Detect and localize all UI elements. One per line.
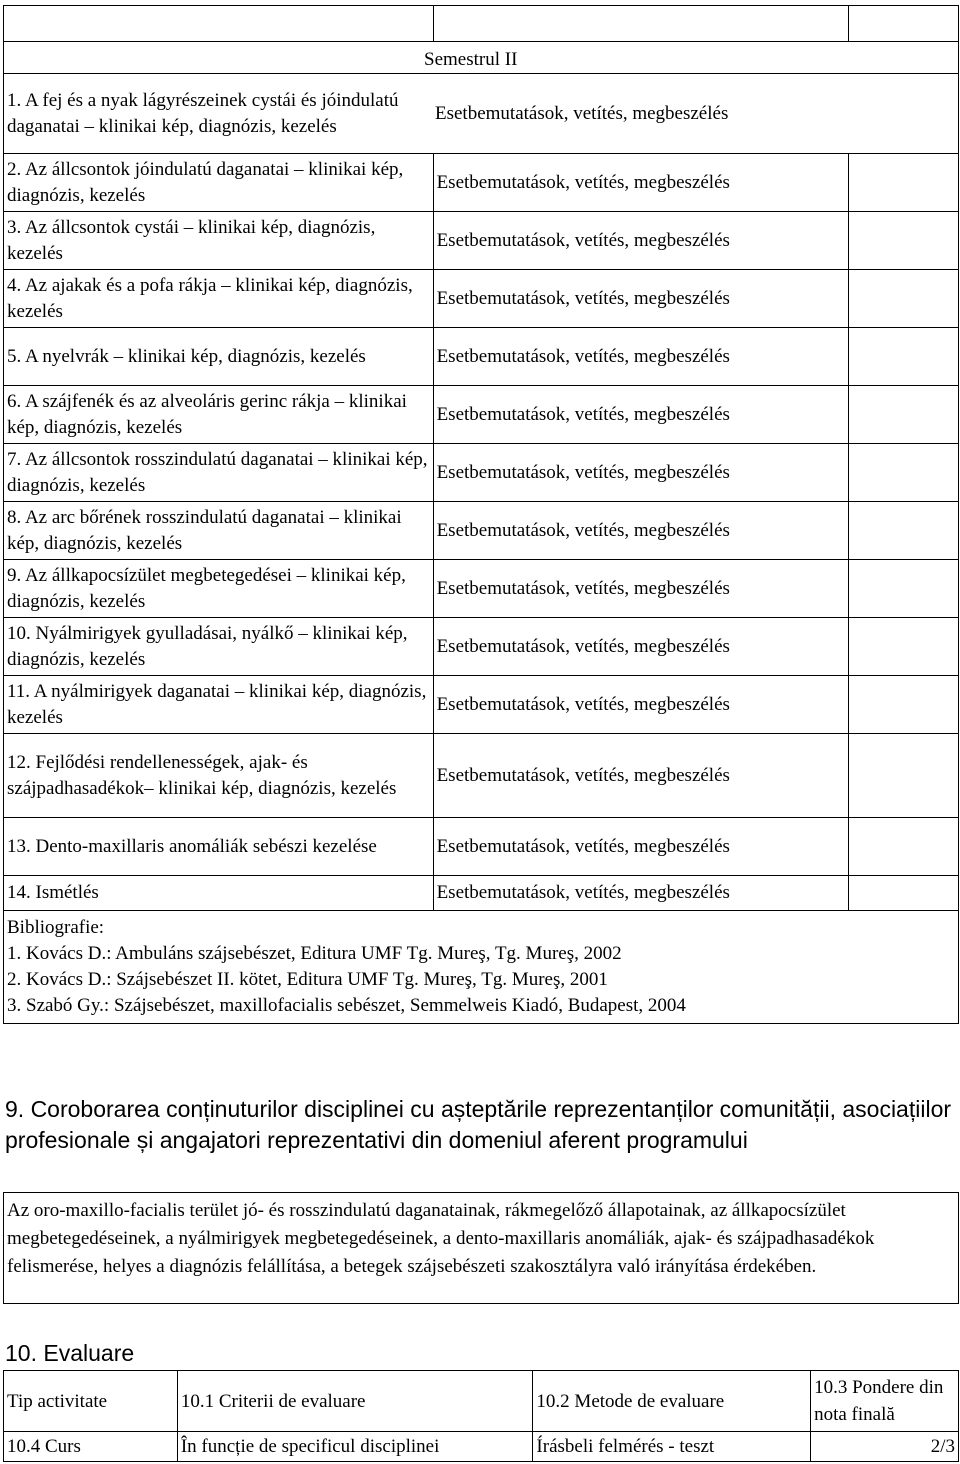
empty-cell <box>849 386 959 444</box>
table-row <box>4 560 959 618</box>
topic-cell: 9. Az állkapocsízület megbetegedései – klinikai kép, diagnózis, kezelés <box>4 560 434 618</box>
bibliography-item: 3. Szabó Gy.: Szájsebészet, maxillofacialis sebészet, Semmelweis Kiadó, Budapest, 2004 <box>7 995 686 1016</box>
method-cell: Esetbemutatások, vetítés, megbeszélés <box>433 270 849 328</box>
method-cell: Esetbemutatások, vetítés, megbeszélés <box>433 618 849 676</box>
empty-header-row <box>4 6 959 42</box>
header-cell: 10.1 Criterii de evaluare <box>177 1371 533 1432</box>
table-row <box>4 618 959 676</box>
empty-cell <box>849 6 959 42</box>
semester-topics-table <box>3 5 959 1024</box>
topic-cell: 12. Fejlődési rendellenességek, ajak- és szájpadhasadékok– klinikai kép, diagnózis, kezelés <box>4 734 434 818</box>
section-10-title: 10. Evaluare <box>5 1340 135 1366</box>
method-text: Esetbemutatások, vetítés, megbeszélés <box>435 102 729 124</box>
table-row <box>4 444 959 502</box>
method-cell: Esetbemutatások, vetítés, megbeszélés <box>433 502 849 560</box>
empty-cell <box>849 154 959 212</box>
empty-cell <box>4 6 434 42</box>
topic-cell: 6. A szájfenék és az alveoláris gerinc rákja – klinikai kép, diagnózis, kezelés <box>4 386 434 444</box>
table-row <box>4 676 959 734</box>
empty-cell <box>849 328 959 386</box>
data-cell: 2/3 <box>811 1432 959 1462</box>
table-row <box>4 74 959 154</box>
empty-cell <box>849 212 959 270</box>
method-cell: Esetbemutatások, vetítés, megbeszélés <box>433 212 849 270</box>
section-9-title: 9. Coroborarea conținuturilor disciplinei cu așteptările reprezentanților comunității, asociațiilor profesionale și angajatori reprezentativi din domeniul aferent programului <box>5 1096 952 1153</box>
topic-cell: 14. Ismétlés <box>4 876 434 911</box>
semester-label: Semestrul II <box>4 42 959 74</box>
table-row <box>4 386 959 444</box>
topic-cell: 13. Dento-maxillaris anomáliák sebészi kezelése <box>4 818 434 876</box>
table-row <box>4 734 959 818</box>
header-cell: Tip activitate <box>4 1371 178 1432</box>
method-cell: Esetbemutatások, vetítés, megbeszélés <box>433 876 849 911</box>
topic-cell: 7. Az állcsontok rosszindulatú daganatai – klinikai kép, diagnózis, kezelés <box>4 444 434 502</box>
topic-cell: 5. A nyelvrák – klinikai kép, diagnózis, kezelés <box>4 328 434 386</box>
evaluation-table <box>3 1370 959 1462</box>
empty-cell <box>849 734 959 818</box>
bibliography-cell <box>4 911 959 1024</box>
evaluation-data-row <box>4 1432 959 1462</box>
topic-cell: 10. Nyálmirigyek gyulladásai, nyálkő – klinikai kép, diagnózis, kezelés <box>4 618 434 676</box>
table-row <box>4 502 959 560</box>
table-row <box>4 876 959 911</box>
empty-cell <box>849 502 959 560</box>
empty-cell <box>849 676 959 734</box>
table-row <box>4 212 959 270</box>
row-cell <box>4 74 959 154</box>
bibliography-item: 2. Kovács D.: Szájsebészet II. kötet, Editura UMF Tg. Mureş, Tg. Mureş, 2001 <box>7 969 608 990</box>
table-row <box>4 154 959 212</box>
topic-cell: 11. A nyálmirigyek daganatai – klinikai kép, diagnózis, kezelés <box>4 676 434 734</box>
method-cell: Esetbemutatások, vetítés, megbeszélés <box>433 734 849 818</box>
method-cell: Esetbemutatások, vetítés, megbeszélés <box>433 328 849 386</box>
method-cell: Esetbemutatások, vetítés, megbeszélés <box>433 154 849 212</box>
empty-cell <box>849 444 959 502</box>
table-row <box>4 270 959 328</box>
data-cell: 10.4 Curs <box>4 1432 178 1462</box>
method-cell: Esetbemutatások, vetítés, megbeszélés <box>433 676 849 734</box>
bibliography-heading: Bibliografie: <box>7 917 105 938</box>
empty-cell <box>849 560 959 618</box>
topic-cell: 8. Az arc bőrének rosszindulatú daganatai – klinikai kép, diagnózis, kezelés <box>4 502 434 560</box>
topic-cell: 3. Az állcsontok cystái – klinikai kép, diagnózis, kezelés <box>4 212 434 270</box>
table-row <box>4 328 959 386</box>
topic-cell: 2. Az állcsontok jóindulatú daganatai – klinikai kép, diagnózis, kezelés <box>4 154 434 212</box>
header-cell: 10.2 Metode de evaluare <box>533 1371 811 1432</box>
method-cell: Esetbemutatások, vetítés, megbeszélés <box>433 386 849 444</box>
topic-cell: 4. Az ajakak és a pofa rákja – klinikai kép, diagnózis, kezelés <box>4 270 434 328</box>
empty-cell <box>849 818 959 876</box>
method-cell: Esetbemutatások, vetítés, megbeszélés <box>433 560 849 618</box>
empty-cell <box>849 618 959 676</box>
empty-cell <box>849 270 959 328</box>
method-cell: Esetbemutatások, vetítés, megbeszélés <box>433 444 849 502</box>
section-9-body: Az oro-maxillo-facialis terület jó- és rosszindulatú daganatainak, rákmegelőző állapotainak, az állkapocsízület megbetegedéseinek, a nyálmirigyek megbetegedéseinek, a dento-maxillaris anomáliák, ajak- és szájpadhasadékok felismerése, helyes a diagnózis felállítása, a betegek szájsebészeti szakosztályra való irányítása érdekében. <box>3 1192 959 1304</box>
empty-cell <box>433 6 849 42</box>
table-row <box>4 818 959 876</box>
data-cell: În funcție de specificul disciplinei <box>177 1432 533 1462</box>
header-cell: 10.3 Pondere din nota finală <box>811 1371 959 1432</box>
data-cell: Írásbeli felmérés - teszt <box>533 1432 811 1462</box>
method-cell: Esetbemutatások, vetítés, megbeszélés <box>433 818 849 876</box>
topic-text: 1. A fej és a nyak lágyrészeinek cystái és jóindulatú daganatai – klinikai kép, diagnózis, kezelés <box>7 89 399 137</box>
evaluation-header-row <box>4 1371 959 1432</box>
bibliography-item: 1. Kovács D.: Ambuláns szájsebészet, Editura UMF Tg. Mureş, Tg. Mureş, 2002 <box>7 943 622 964</box>
empty-cell <box>849 876 959 911</box>
semester-row <box>4 42 959 74</box>
bibliography-row <box>4 911 959 1024</box>
